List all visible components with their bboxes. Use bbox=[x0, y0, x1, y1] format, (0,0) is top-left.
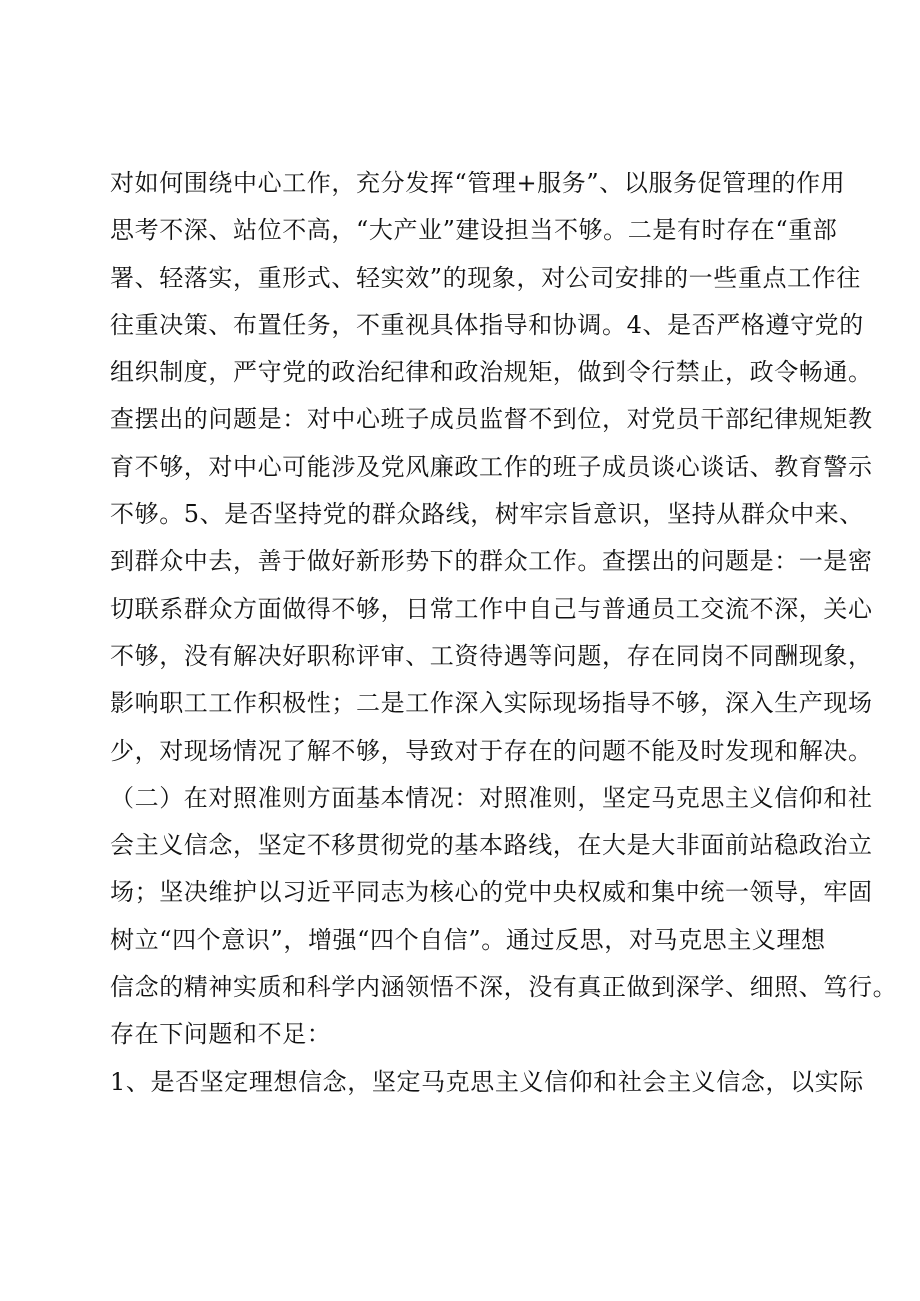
text-line: 到群众中去，善于做好新形势下的群众工作。查摆出的问题是：一是密 bbox=[110, 547, 873, 576]
text-line: 存在下问题和不足： bbox=[110, 1020, 332, 1049]
text-line: 思考不深、站位不高，“大产业”建设担当不够。二是有时存在“重部 bbox=[110, 216, 838, 245]
text-line: 场；坚决维护以习近平同志为核心的党中央权威和集中统一领导，牢固 bbox=[110, 878, 873, 907]
text-line: 育不够，对中心可能涉及党风廉政工作的班子成员谈心谈话、教育警示 bbox=[110, 452, 873, 481]
text-line: 影响职工工作积极性；二是工作深入实际现场指导不够，深入生产现场 bbox=[110, 689, 873, 718]
text-line: 查摆出的问题是：对中心班子成员监督不到位，对党员干部纪律规矩教 bbox=[110, 405, 873, 434]
text-line: 少，对现场情况了解不够，导致对于存在的问题不能及时发现和解决。 bbox=[110, 736, 873, 765]
text-line: 对如何围绕中心工作，充分发挥“管理+服务”、以服务促管理的作用 bbox=[110, 169, 846, 197]
text-line: 树立“四个意识”，增强“四个自信”。通过反思，对马克思主义理想 bbox=[110, 925, 826, 954]
text-line: 不够。5、是否坚持党的群众路线，树牢宗旨意识，坚持从群众中来、 bbox=[110, 500, 864, 529]
text-line: 署、轻落实，重形式、轻实效”的现象，对公司安排的一些重点工作往 bbox=[110, 263, 861, 292]
text-line: 组织制度，严守党的政治纪律和政治规矩，做到令行禁止，政令畅通。 bbox=[110, 358, 873, 387]
body-text bbox=[110, 160, 898, 1106]
text-line: 会主义信念，坚定不移贯彻党的基本路线，在大是大非面前站稳政治立 bbox=[110, 831, 873, 860]
text-line: （二）在对照准则方面基本情况：对照准则，坚定马克思主义信仰和社 bbox=[110, 783, 873, 812]
text-line: 切联系群众方面做得不够，日常工作中自己与普通员工交流不深，关心 bbox=[110, 594, 873, 623]
text-line: 不够，没有解决好职称评审、工资待遇等问题，存在同岗不同酬现象， bbox=[110, 641, 873, 670]
text-line: 1、是否坚定理想信念，坚定马克思主义信仰和社会主义信念，以实际 bbox=[110, 1067, 864, 1096]
text-line: 信念的精神实质和科学内涵领悟不深，没有真正做到深学、细照、笃行。 bbox=[110, 973, 898, 1002]
text-line: 往重决策、布置任务，不重视具体指导和协调。4、是否严格遵守党的 bbox=[110, 310, 864, 339]
